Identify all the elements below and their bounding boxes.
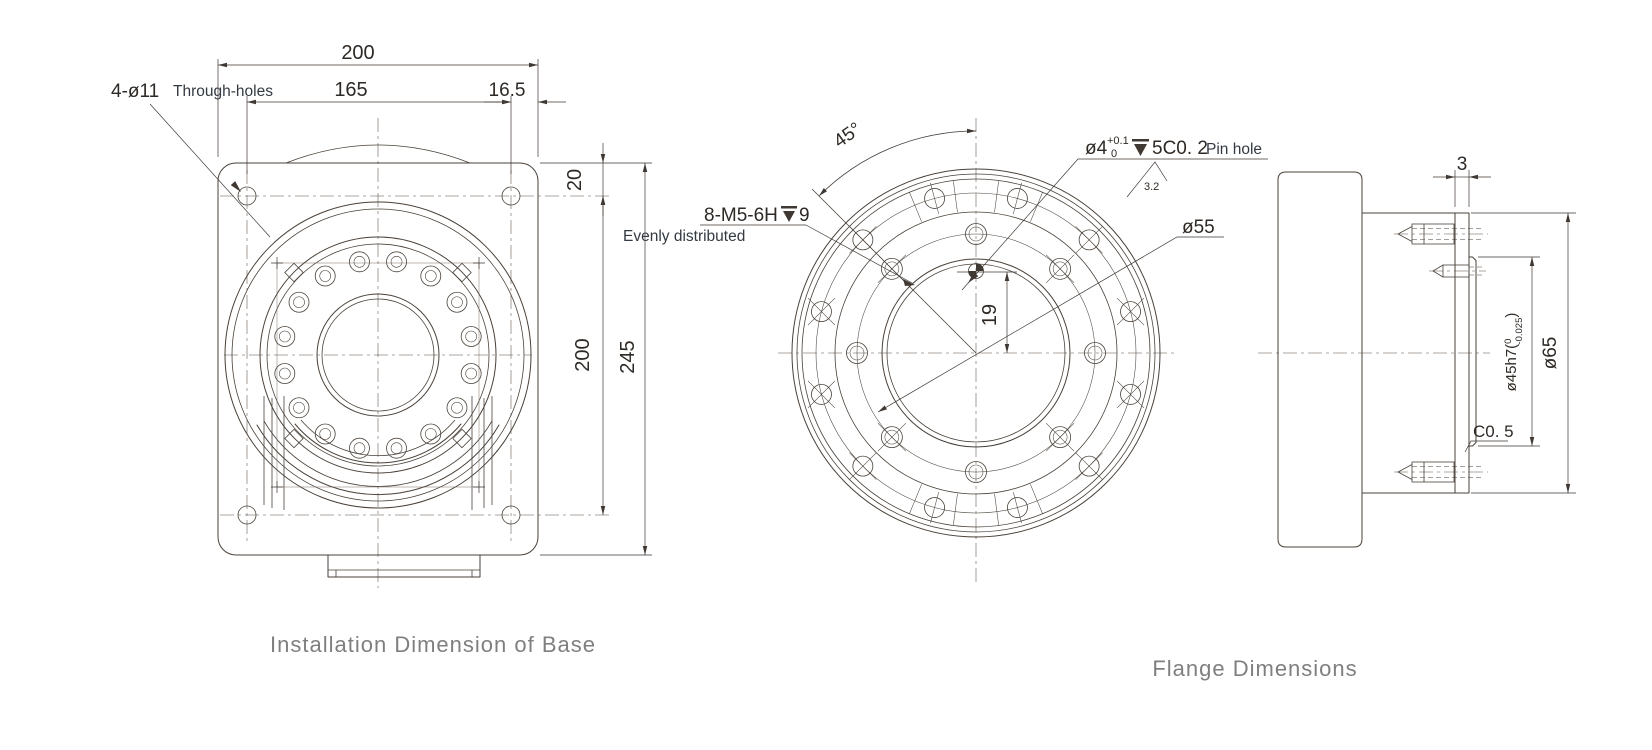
bolt-circle-callout <box>878 217 1224 412</box>
dim-bolt-circle: ø55 <box>1182 217 1215 238</box>
dim-angle: 45° <box>830 118 866 153</box>
dim-chamfer: C0. 5 <box>1473 422 1514 441</box>
label-pin-tol-upper: +0.1 <box>1107 135 1129 147</box>
depth-icon <box>781 206 797 222</box>
label-through-holes-note: Through-holes <box>173 83 273 100</box>
dim-flange-thickness: 3 <box>1456 154 1468 175</box>
label-tapped-depth: 9 <box>799 205 810 226</box>
flange-view-caption: Flange Dimensions <box>1152 656 1358 681</box>
base-holes-leader <box>111 81 273 237</box>
chamfer-callout <box>1465 422 1514 452</box>
dim-pin-offset: 19 <box>979 303 1001 327</box>
label-roughness: 3.2 <box>1144 181 1160 193</box>
side-view <box>1258 154 1576 547</box>
surface-finish-icon <box>1127 162 1167 197</box>
dim-spigot: ø45h7($^0$-0.025) <box>1503 312 1525 392</box>
label-pin-depth-chamfer: 5C0. 2 <box>1152 138 1208 159</box>
spigot-dimension <box>1478 257 1540 446</box>
thickness-dimension <box>1433 154 1491 207</box>
dim-total-height: 245 <box>617 340 639 374</box>
pin-hole-callout <box>962 135 1268 290</box>
dim-hole-span-v: 200 <box>572 338 594 372</box>
base-bottom-tab <box>328 555 480 577</box>
dim-hole-span-h: 165 <box>334 79 368 101</box>
label-tapped-spec: 8-M5-6H <box>704 205 778 226</box>
dim-edge-offset: 16.5 <box>488 80 526 101</box>
base-dimensions <box>218 42 652 555</box>
base-view-caption: Installation Dimension of Base <box>270 632 596 657</box>
label-pin-tol-lower: 0 <box>1111 148 1118 160</box>
pin-offset-dimension <box>957 272 1017 353</box>
flange-view <box>623 118 1358 681</box>
flange-centerlines <box>778 118 1175 585</box>
base-view <box>111 42 652 657</box>
label-pin-dia: ø4 <box>1085 138 1108 159</box>
dim-total-width: 200 <box>341 42 375 64</box>
dim-top-offset: 20 <box>564 168 586 192</box>
label-through-holes-spec: 4-ø11 <box>111 81 160 102</box>
label-pin-note: Pin hole <box>1206 141 1263 158</box>
dim-flange-od: ø65 <box>1540 336 1561 370</box>
base-centerlines <box>220 118 612 588</box>
label-tapped-note: Evenly distributed <box>623 228 746 245</box>
depth-icon <box>1132 139 1149 156</box>
